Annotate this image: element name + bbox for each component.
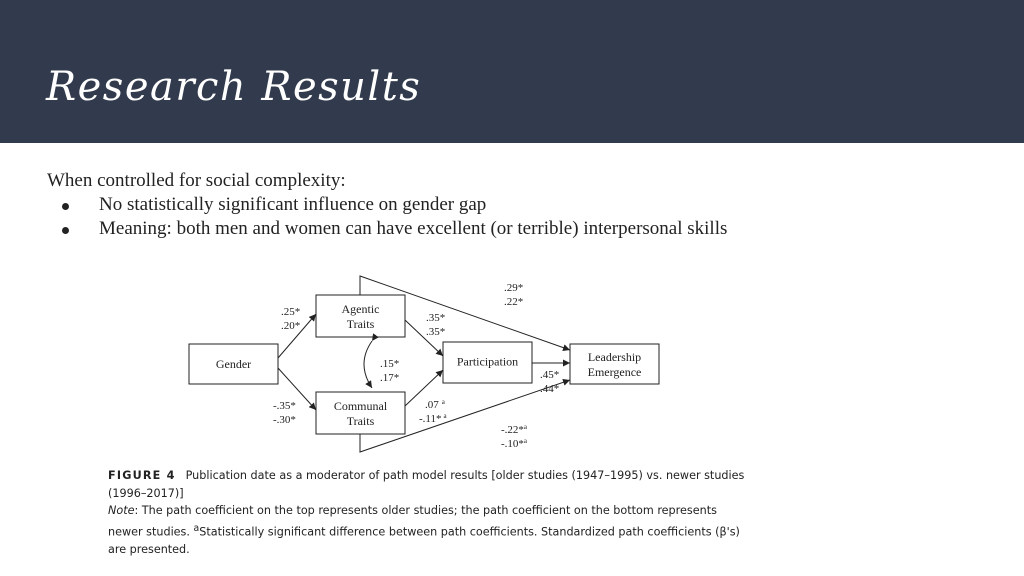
coef-gender-communal-older: -.35*	[273, 400, 296, 412]
note-superscript: a	[193, 522, 200, 534]
communal-label-line1: Communal	[333, 398, 388, 413]
coef-communal-participation-newer: -.11* $^a$	[419, 412, 447, 425]
leadership-label-line2: Emergence	[587, 364, 642, 379]
caption-title	[108, 467, 748, 502]
coef-agentic-participation-newer: .35*	[426, 326, 446, 338]
caption-note	[108, 502, 748, 558]
coef-participation-leadership-older: .45*	[540, 369, 560, 381]
slide-title: Research Results	[46, 64, 422, 110]
communal-traits-node	[316, 392, 405, 434]
note-text: : The path coefficient on the top represents older studies; the path coefficient on the bottom represents newer studies.	[108, 504, 717, 539]
participation-node	[443, 342, 532, 383]
agentic-label-line1: Agentic	[341, 301, 380, 316]
coef-agentic-leadership-newer: .22*	[504, 296, 524, 308]
figure-label: FIGURE 4	[108, 469, 176, 482]
gender-node	[189, 344, 278, 384]
participation-label: Participation	[456, 354, 519, 369]
bullet-item: No statistically significant influence on gender gap	[47, 193, 727, 217]
note-text-2: Statistically significant difference between path coefficients. Standardized path coefficients (β's) are presented.	[108, 525, 740, 556]
leadership-emergence-node	[570, 344, 659, 384]
intro-text: When controlled for social complexity:	[47, 170, 346, 191]
edge-agentic-communal-correlation	[364, 341, 372, 388]
coef-gender-communal-newer: -.30*	[273, 414, 296, 426]
coef-agentic-communal-newer: .17*	[380, 372, 400, 384]
coef-agentic-communal-older: .15*	[380, 358, 400, 370]
coef-gender-agentic-older: .25*	[281, 306, 301, 318]
bullet-item: Meaning: both men and women can have excellent (or terrible) interpersonal skills	[47, 217, 727, 241]
note-label: Note	[108, 504, 135, 517]
coef-communal-leadership-older: -.22*$^a$	[501, 423, 528, 436]
edge-communal-leadership	[360, 380, 570, 452]
coef-participation-leadership-newer: .44*	[540, 383, 560, 395]
communal-label-line2: Traits	[346, 413, 375, 428]
leadership-label-line1: Leadership	[587, 349, 642, 364]
coef-communal-participation-older: .07 $^a$	[425, 398, 445, 411]
caption-title-text: Publication date as a moderator of path model results [older studies (1947–1995) vs. newer studies (1996–2017)]	[108, 469, 745, 500]
coef-communal-leadership-newer: -.10*$^a$	[501, 437, 528, 450]
figure-caption	[108, 467, 748, 558]
agentic-traits-node	[316, 295, 405, 337]
gender-label: Gender	[215, 356, 252, 371]
coef-agentic-participation-older: .35*	[426, 312, 446, 324]
coef-gender-agentic-newer: .20*	[281, 320, 301, 332]
edge-agentic-leadership	[360, 276, 570, 350]
agentic-label-line2: Traits	[346, 316, 375, 331]
coef-agentic-leadership-older: .29*	[504, 282, 524, 294]
